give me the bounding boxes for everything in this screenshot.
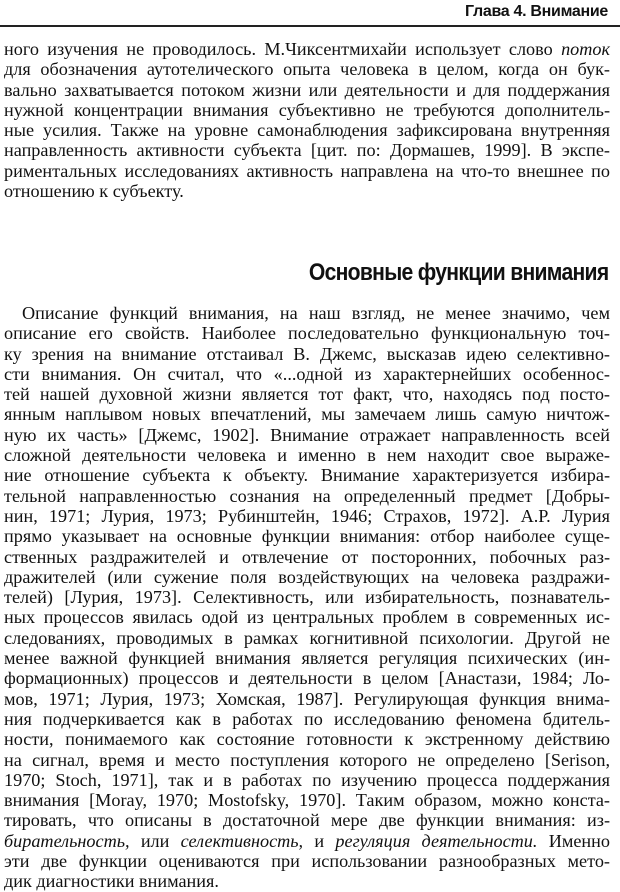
- text-line: на сигнал, время и место поступления которого не определено [Serison,: [4, 749, 610, 770]
- text-line: ния подчеркивается как в работах по исследованию феномена бдитель-: [4, 708, 610, 729]
- text-line: Описание функций внимания, на наш взгляд, не менее значимо, чем: [22, 303, 610, 323]
- text-line: внимания [Moray, 1970; Mostofsky, 1970]. Таким образом, можно конста-: [4, 790, 610, 811]
- header-rule: [0, 25, 620, 27]
- text-line: ного изучения не проводилось. М.Чиксентмихайи использует слово поток: [4, 39, 610, 59]
- text-line: мов, 1971; Лурия, 1973; Хомская, 1987]. Регулирующая функция внима-: [4, 688, 610, 709]
- text-line: сти внимания. Он считал, что «...одной из характернейших особеннос-: [4, 363, 610, 384]
- text-line: ние отношение субъекта к объекту. Внимание характеризуется избира-: [4, 465, 610, 486]
- emphasis-term: поток: [561, 39, 610, 59]
- text-line: формационных) процессов и деятельности в целом [Анастази, 1984; Ло-: [4, 668, 610, 689]
- text-line: сложной деятельности человека и именно в нем находит свое выраже-: [4, 445, 610, 466]
- text-line: риментальных исследованиях активность направлена на что-то внешнее по: [4, 160, 610, 181]
- section-heading: Основные функции внимания: [308, 259, 608, 286]
- emphasis-term: селективность,: [180, 830, 304, 851]
- text-line: отношению к субъекту.: [4, 181, 184, 202]
- text-line: тей нашей духовной жизни является тот факт, что, находясь под посто-: [4, 384, 610, 405]
- text-line: телей) [Лурия, 1973]. Селективность, или избирательность, познаватель-: [4, 587, 610, 608]
- text-line: дражителей (или сужение поля воздействующих на человека раздражи-: [4, 566, 610, 587]
- text-line: для обозначения аутотелического опыта человека в целом, когда он бук-: [4, 59, 610, 80]
- text-line: ную их часть» [Джемс, 1902]. Внимание отражает направленность всей: [4, 424, 610, 445]
- paragraph-1: [4, 39, 610, 201]
- text-line: бирательность, или селективность, и регуляция деятельности. Именно: [4, 830, 610, 851]
- text-line: нужной концентрации внимания субъективно не требуются дополнитель-: [4, 99, 610, 120]
- text-line: дик диагностики внимания.: [4, 871, 219, 892]
- text-line: 1970; Stoch, 1971], так и в работах по изучению процесса поддержания: [4, 769, 610, 790]
- text-line: прямо указывает на основные функции внимания: отбор наиболее суще-: [4, 526, 610, 547]
- text-line: тельной направленностью сознания на определенный предмет [Добры-: [4, 485, 610, 506]
- text-line: тировать, что описаны в достаточной мере две функции внимания: из-: [4, 810, 610, 831]
- text-line: направленность активности субъекта [цит. по: Дормашев, 1999]. В экспе-: [4, 140, 610, 161]
- text-line: ственных раздражителей и отвлечение от посторонних, побочных раз-: [4, 546, 610, 567]
- text-line: ности, понимаемого как состояние готовности к экстренному действию: [4, 729, 610, 750]
- text-line: ные усилия. Также на уровне самонаблюдения зафиксирована внутренняя: [4, 120, 610, 141]
- text-line: вально захватывается потоком жизни или деятельности и для поддержания: [4, 79, 610, 100]
- text-line: менее важной функцией внимания является регуляция психических (ин-: [4, 648, 610, 669]
- emphasis-term: бирательность,: [4, 830, 130, 851]
- text-line: нин, 1971; Лурия, 1973; Рубинштейн, 1946; Страхов, 1972]. А.Р. Лурия: [4, 505, 610, 526]
- text-line: ных процессов явилась одой из центральных проблем в современных ис-: [4, 607, 610, 628]
- text-line: эти две функции оцениваются при использовании разнообразных мето-: [4, 851, 610, 872]
- running-header: [0, 0, 620, 26]
- paragraph-2: [4, 303, 610, 892]
- text-line: ку зрения на внимание отстаивал В. Джемс, высказав идею селективно-: [4, 343, 610, 364]
- text-line: янным наплывом новых впечатлений, мы замечаем лишь самую ничтож-: [4, 404, 610, 425]
- text-line: следованиях, проводимых в рамках когнитивной психологии. Другой не: [4, 627, 610, 648]
- running-title: Глава 4. Внимание: [465, 3, 608, 20]
- emphasis-term: регуляция деятельности.: [335, 830, 538, 851]
- text-line: описание его свойств. Наиболее последовательно функциональную точ-: [4, 323, 610, 344]
